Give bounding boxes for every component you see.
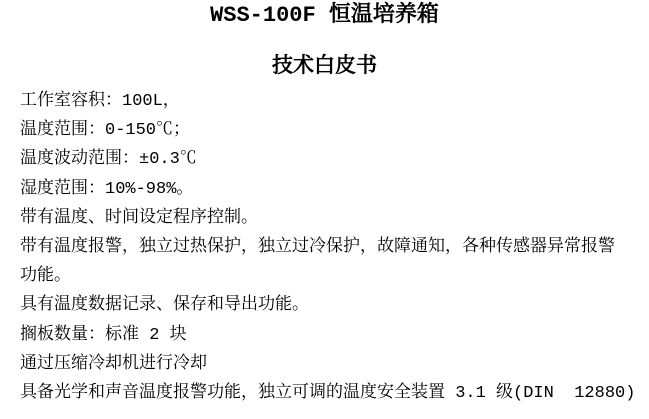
- spec-line-program-control: 带有温度、时间设定程序控制。: [20, 208, 258, 228]
- spec-line-humidity-range: 湿度范围：10%-98%。: [20, 179, 194, 199]
- spec-line-chamber-volume: 工作室容积：100L，: [20, 92, 180, 111]
- spec-line-compressor-cooling: 通过压缩冷却机进行冷却: [20, 354, 207, 374]
- spec-line-alarm-protect-wrap: 功能。: [20, 267, 71, 287]
- spec-line-shelf-count: 搁板数量：标准 2 块: [20, 325, 187, 345]
- spec-line-alarm-protect: 带有温度报警，独立过热保护，独立过冷保护，故障通知，各种传感器异常报警: [20, 238, 615, 258]
- document-title: WSS-100F 恒温培养箱: [210, 3, 439, 28]
- spec-text-block: [20, 87, 647, 408]
- spec-line-data-record: 具有温度数据记录、保存和导出功能。: [20, 296, 309, 316]
- spec-line-temp-range: 温度范围：0-150℃；: [20, 121, 191, 141]
- document-subtitle: 技术白皮书: [272, 56, 377, 79]
- spec-line-safety-device: 具备光学和声音温度报警功能，独立可调的温度安全装置 3.1 级(DIN 12880): [20, 384, 636, 404]
- spec-line-temp-fluctuation: 温度波动范围：±0.3℃: [20, 150, 197, 170]
